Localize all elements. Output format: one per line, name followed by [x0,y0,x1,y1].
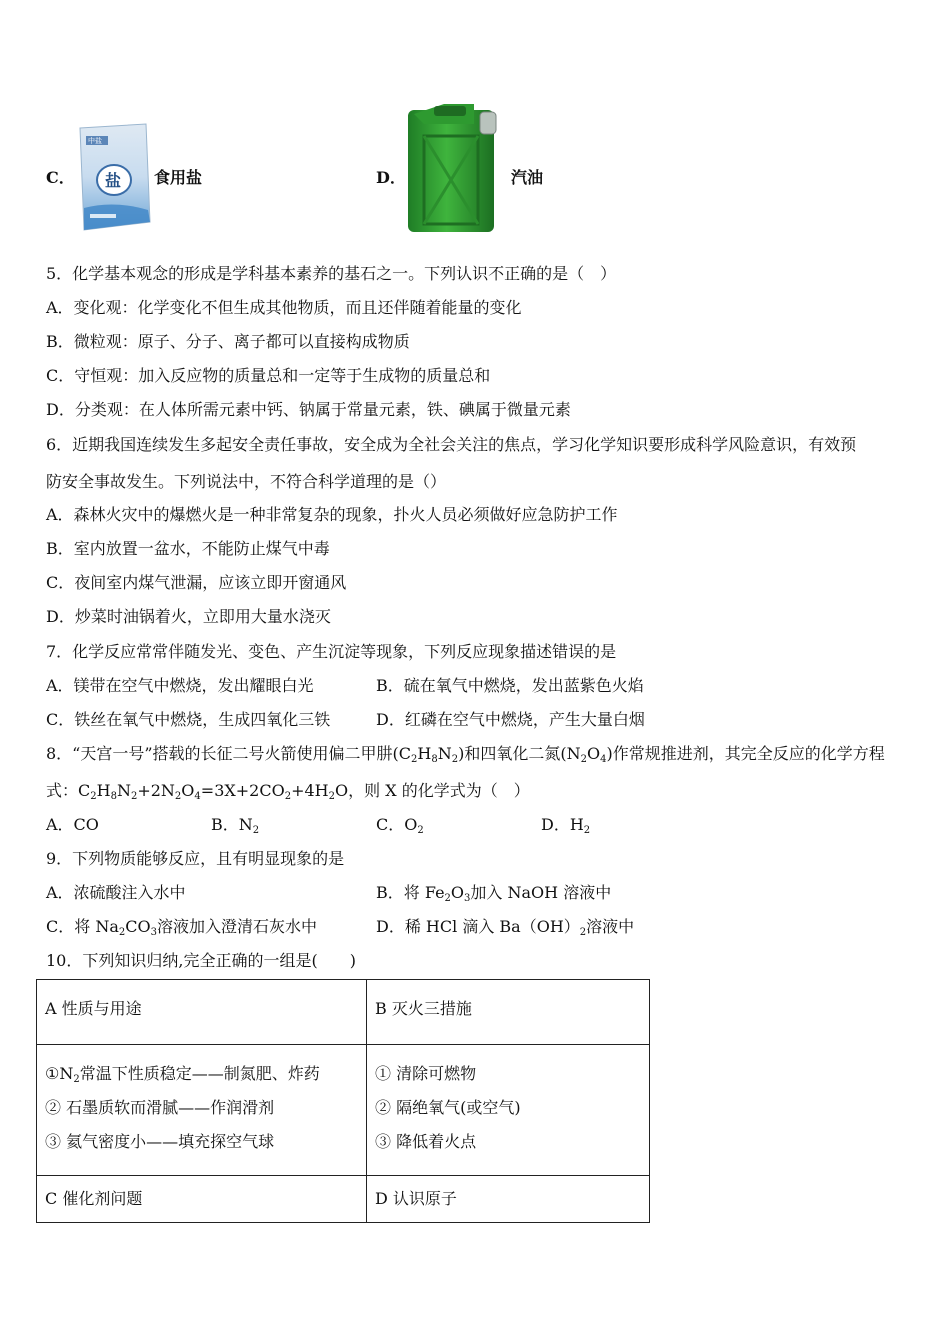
salt-package-image [76,122,152,232]
table-head-d: D 认识原子 [367,1176,650,1223]
option-d-letter: D． [376,168,406,187]
q10-stem: 10．下列知识归纳,完全正确的一组是( ) [46,951,356,970]
q9-option-d: D．稀 HCl 滴入 $Ba(OH)_2$溶液中 [376,917,635,938]
table-head-b: B 灭火三措施 [367,980,650,1045]
table-a-item-1: $①N_2$常温下性质稳定——制氮肥、炸药 [45,1064,320,1085]
q6-option-b: B．室内放置一盆水，不能防止煤气中毒 [46,539,330,558]
q6-stem-line2: 防安全事故发生。下列说法中，不符合科学道理的是（） [46,472,447,491]
q8-option-b: B．$N_2$ [211,815,260,836]
q6-option-c: C．夜间室内煤气泄漏，应该立即开窗通风 [46,573,347,592]
q5-option-c: C．守恒观：加入反应物的质量总和一定等于生成物的质量总和 [46,366,491,385]
q6-stem-line1: 6．近期我国连续发生多起安全责任事故，安全成为全社会关注的焦点，学习化学知识要形成科学风险意识，有效预 [46,435,857,454]
q7-stem: 7．化学反应常常伴随发光、变色、产生沉淀等现象，下列反应现象描述错误的是 [46,642,617,661]
table-head-a: A 性质与用途 [37,980,367,1045]
salt-logo-text: 盐 [105,171,122,190]
option-c-letter: C． [46,168,75,187]
option-d-label: 汽油 [511,168,544,187]
q7-option-c: C．铁丝在氧气中燃烧，生成四氧化三铁 [46,710,331,729]
q9-option-b: B．将 $Fe_2O_3$加入 NaOH 溶液中 [376,883,612,904]
q7-option-b: B．硫在氧气中燃烧，发出蓝紫色火焰 [376,676,644,695]
q7-option-d: D．红磷在空气中燃烧，产生大量白烟 [376,710,645,729]
table-a-item-2: ② 石墨质软而滑腻——作润滑剂 [45,1098,275,1117]
table-a-item-3: ③ 氦气密度小——填充探空气球 [45,1132,275,1151]
table-cell-b-content [367,1045,650,1176]
q8-option-d: D．$H_2$ [541,815,591,836]
q7-option-a: A．镁带在空气中燃烧，发出耀眼白光 [46,676,314,695]
salt-package-icon [76,122,152,232]
q10-knowledge-table [36,979,650,1223]
salt-brand-text: 中盐 [88,137,102,145]
q8-option-c: C．$O_2$ [376,815,424,836]
q5-option-d: D．分类观：在人体所需元素中钙、钠属于常量元素，铁、碘属于微量元素 [46,400,571,419]
q5-option-b: B．微粒观：原子、分子、离子都可以直接构成物质 [46,332,410,351]
q6-option-d: D．炒菜时油锅着火，立即用大量水浇灭 [46,607,331,626]
q9-option-a: A．浓硫酸注入水中 [46,883,186,902]
table-b-item-1: ① 清除可燃物 [375,1064,477,1083]
q9-option-c: C．将 $Na_2CO_3$溶液加入澄清石灰水中 [46,917,317,938]
jerry-can-icon [404,100,502,234]
q8-option-a: A．CO [46,815,99,834]
q5-stem: 5．化学基本观念的形成是学科基本素养的基石之一。下列认识不正确的是（ ） [46,264,617,283]
q8-stem-line2: 式：$C_2H_8N_2+2N_2O_4=3X+2CO_2+4H_2O$，则 X 的化学式为（ ） [46,781,530,802]
gasoline-can-image [404,100,502,234]
q6-option-a: A．森林火灾中的爆燃火是一种非常复杂的现象，扑火人员必须做好应急防护工作 [46,505,618,524]
table-head-c: C 催化剂问题 [37,1176,367,1223]
q8-stem-line1: 8．“天宫一号”搭载的长征二号火箭使用偏二甲肼$(C_2H_8N_2)$和四氧化二氮$(N_2O_4)$作常规推进剂，其完全反应的化学方程 [46,744,885,765]
table-b-item-3: ③ 降低着火点 [375,1132,477,1151]
q5-option-a: A．变化观：化学变化不但生成其他物质，而且还伴随着能量的变化 [46,298,522,317]
table-b-item-2: ② 隔绝氧气(或空气) [375,1098,521,1117]
option-c-label: 食用盐 [154,168,203,187]
table-cell-a-content [37,1045,367,1176]
q9-stem: 9．下列物质能够反应，且有明显现象的是 [46,849,345,868]
